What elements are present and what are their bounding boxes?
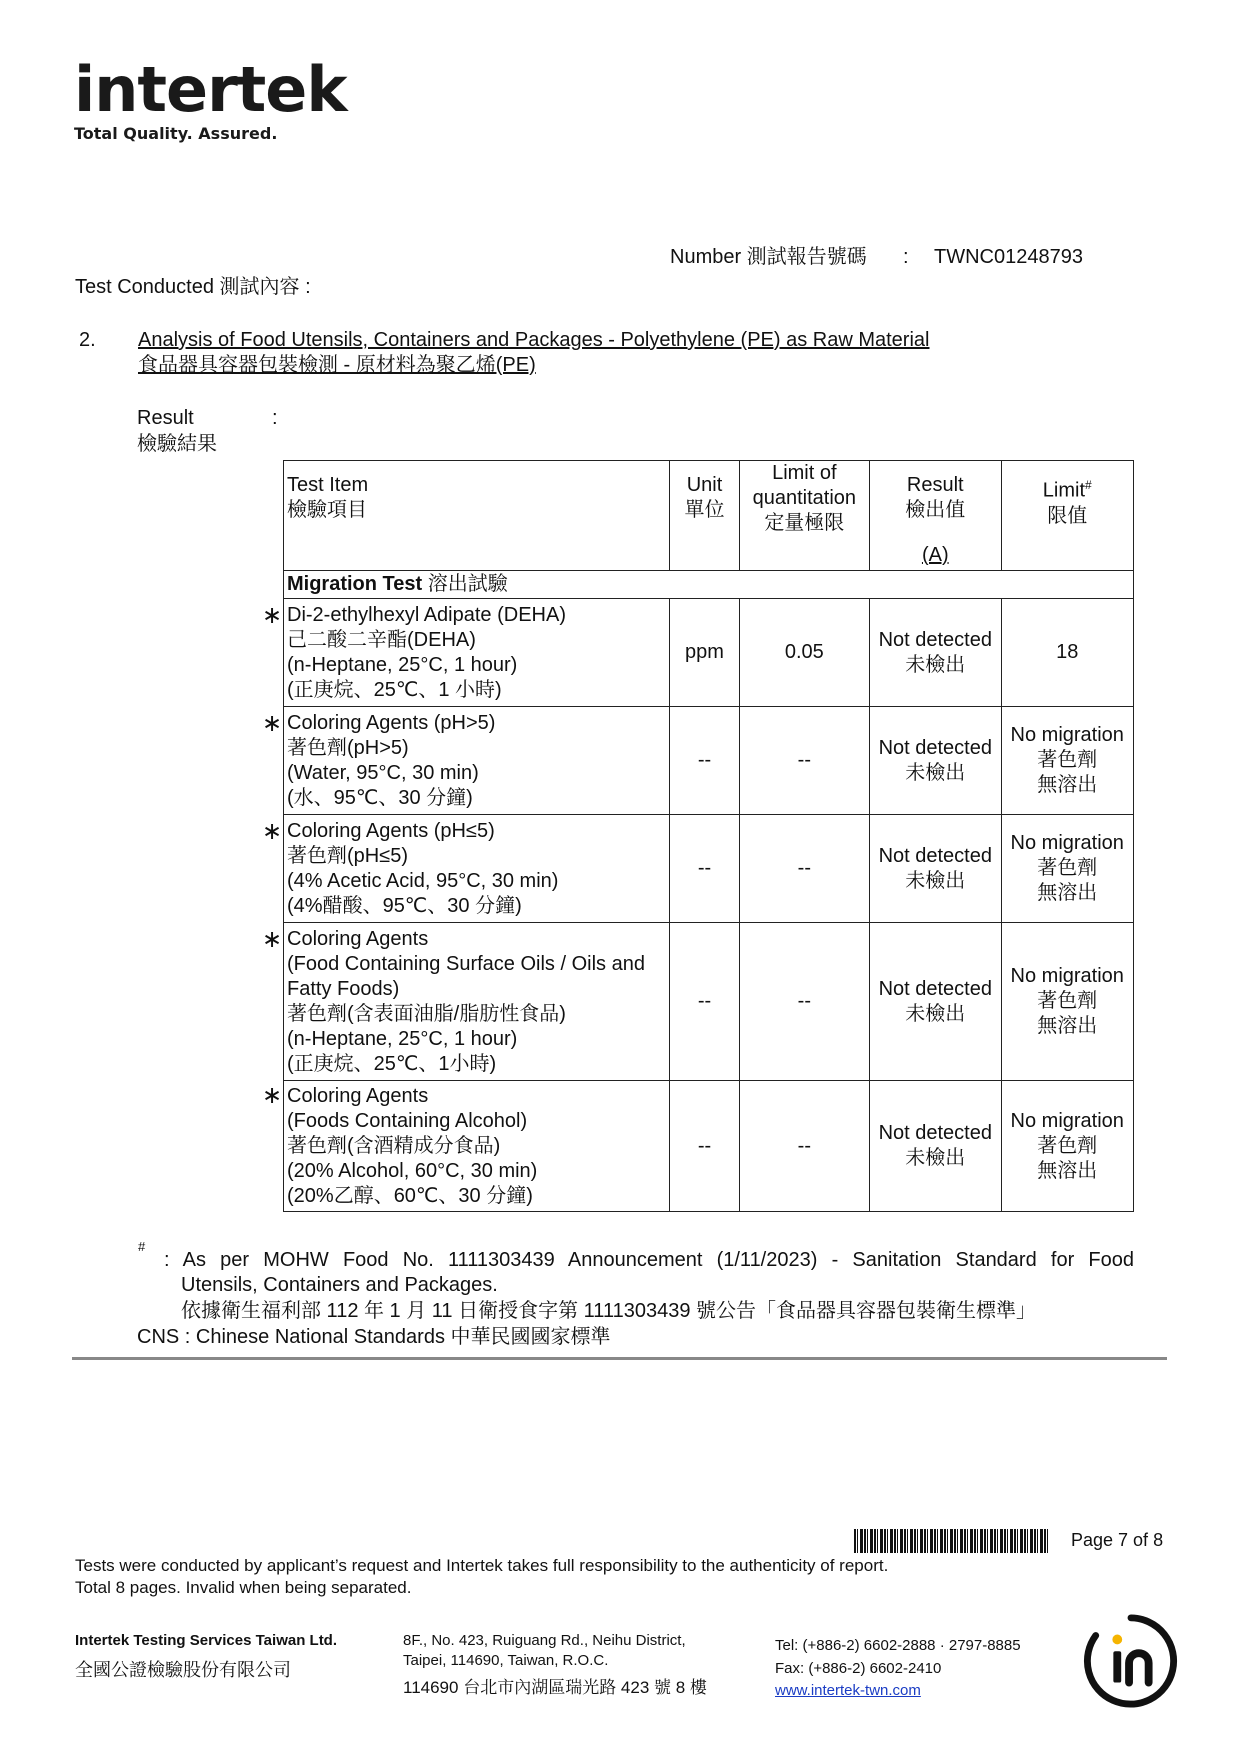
test-item-line: (Food Containing Surface Oils / Oils and <box>287 952 645 975</box>
limit-line: No migration <box>1010 1109 1124 1132</box>
result-cell <box>870 1081 1001 1212</box>
test-item-line: (4%醋酸、95℃、30 分鐘) <box>287 894 522 917</box>
test-item-line: (20%乙醇、60℃、30 分鐘) <box>287 1184 533 1207</box>
loq-cell: -- <box>739 815 869 923</box>
header-limit-en: Limit <box>1042 479 1086 502</box>
footer-tel: Tel: (+886-2) 6602-2888 · 2797-8885 <box>775 1637 1021 1654</box>
header-unit <box>670 461 739 571</box>
unit-cell: -- <box>670 815 739 923</box>
report-number-value: TWNC01248793 <box>934 246 1083 268</box>
test-item-cell <box>284 1081 670 1212</box>
header-limit-en-wrap <box>1005 473 1131 504</box>
intertek-brandmark-icon <box>1082 1612 1180 1710</box>
table-row <box>284 1081 1134 1212</box>
limit-cell <box>1001 923 1134 1081</box>
unit-cell: ppm <box>670 599 739 707</box>
header-loq-zh: 定量極限 <box>764 512 845 534</box>
header-test-item-zh: 檢驗項目 <box>287 499 367 521</box>
group-label-zh: 溶出試驗 <box>427 573 508 595</box>
test-item-line: (正庚烷、25℃、1小時) <box>287 1052 497 1075</box>
page-number: Page 7 of 8 <box>1071 1530 1164 1550</box>
header-unit-zh: 單位 <box>684 499 725 521</box>
logo-wordmark: intertek <box>74 53 347 126</box>
test-item-line: 己二酸二辛酯(DEHA) <box>287 628 476 651</box>
test-item-cell <box>284 599 670 707</box>
header-result-zh: 檢出值 <box>905 499 966 521</box>
header-result-sub: (A) <box>921 544 949 566</box>
header-limit-zh: 限值 <box>1047 504 1088 527</box>
test-item-line: 著色劑(pH>5) <box>287 736 409 759</box>
result-cell <box>870 815 1001 923</box>
table-row <box>284 815 1134 923</box>
disclaimer-line-1: Tests were conducted by applicant’s request and Intertek takes full responsibility to the authenticity of report. <box>75 1556 889 1575</box>
test-item-line: 著色劑(pH≤5) <box>287 844 408 867</box>
test-item-cell <box>284 707 670 815</box>
test-item-line: Coloring Agents <box>287 1084 429 1107</box>
section-index: 2. <box>79 329 96 351</box>
loq-cell: -- <box>739 707 869 815</box>
test-item-line: (正庚烷、25℃、1 小時) <box>287 678 502 701</box>
header-test-item <box>284 461 670 571</box>
result-label-en: Result <box>137 407 194 429</box>
unit-cell: -- <box>670 1081 739 1212</box>
loq-cell: -- <box>739 1081 869 1212</box>
address-line-2: Taipei, 114690, Taiwan, R.O.C. <box>403 1652 609 1669</box>
result-cell <box>870 599 1001 707</box>
test-item-line: Coloring Agents (pH≤5) <box>287 819 495 842</box>
limit-cell <box>1001 1081 1134 1212</box>
test-item-line: (n-Heptane, 25°C, 1 hour) <box>287 653 518 676</box>
section-title-en: Analysis of Food Utensils, Containers and Packages - Polyethylene (PE) as Raw Material <box>138 329 930 351</box>
limit-line: 無溶出 <box>1037 774 1098 796</box>
header-limit <box>1001 461 1134 571</box>
unit-cell: -- <box>670 923 739 1081</box>
group-label-en: Migration Test <box>287 573 423 595</box>
note-line-2: Utensils, Containers and Packages. <box>181 1274 498 1296</box>
address-line-zh: 114690 台北市內湖區瑞光路 423 號 8 樓 <box>403 1678 707 1697</box>
table-row <box>284 707 1134 815</box>
limit-line: 著色劑 <box>1037 1134 1098 1157</box>
company-name-en: Intertek Testing Services Taiwan Ltd. <box>75 1632 338 1649</box>
loq-cell: 0.05 <box>739 599 869 707</box>
loq-cell: -- <box>739 923 869 1081</box>
section-title-zh: 食品器具容器包裝檢測 - 原材料為聚乙烯(PE) <box>138 354 536 376</box>
test-item-line: (Water, 95°C, 30 min) <box>287 761 479 784</box>
limit-line: No migration <box>1010 724 1124 746</box>
intertek-logo <box>74 53 347 143</box>
report-barcode <box>854 1529 1050 1553</box>
group-row <box>284 571 1134 599</box>
limit-line: 著色劑 <box>1037 857 1098 879</box>
result-zh: 未檢出 <box>905 869 966 892</box>
test-item-cell <box>284 815 670 923</box>
accredited-star: ∗ <box>262 710 283 737</box>
note-line-1: : As per MOHW Food No. 1111303439 Announcement (1/11/2023) - Sanitation Standard for Food <box>164 1249 1134 1271</box>
disclaimer-line-2: Total 8 pages. Invalid when being separated. <box>75 1578 412 1597</box>
group-label <box>284 571 1134 599</box>
header-loq-2: quantitation <box>752 487 857 509</box>
result-zh: 未檢出 <box>905 1002 966 1025</box>
notes-divider <box>72 1357 1167 1360</box>
unit-cell: -- <box>670 707 739 815</box>
result-zh: 未檢出 <box>905 761 966 784</box>
header-test-item-en: Test Item <box>287 474 369 496</box>
note-hash-mark: # <box>138 1239 146 1254</box>
report-number-label: Number 測試報告號碼 <box>670 246 867 268</box>
header-unit-en: Unit <box>686 474 723 496</box>
limit-line: 無溶出 <box>1037 1159 1098 1182</box>
result-en: Not detected <box>878 844 992 867</box>
result-en: Not detected <box>878 977 992 1000</box>
limit-cell <box>1001 707 1134 815</box>
header-result-en: Result <box>906 474 964 496</box>
report-number-colon: : <box>903 246 909 268</box>
test-item-line: 著色劑(含表面油脂/脂肪性食品) <box>287 1002 566 1025</box>
limit-cell <box>1001 815 1134 923</box>
result-zh: 未檢出 <box>905 1147 966 1169</box>
test-item-line: (4% Acetic Acid, 95°C, 30 min) <box>287 869 559 892</box>
footer-website-link[interactable]: www.intertek-twn.com <box>775 1682 921 1699</box>
test-item-line: Fatty Foods) <box>287 977 400 1000</box>
accredited-star: ∗ <box>262 926 283 953</box>
result-label-zh: 檢驗結果 <box>137 433 217 455</box>
header-result <box>870 461 1001 571</box>
result-en: Not detected <box>878 1122 992 1144</box>
address-line-1: 8F., No. 423, Ruiguang Rd., Neihu District, <box>403 1632 686 1649</box>
limit-line: 無溶出 <box>1037 882 1098 904</box>
limit-line: 著色劑 <box>1037 749 1098 771</box>
limit-cell <box>1001 599 1134 707</box>
table-row <box>284 923 1134 1081</box>
result-cell <box>870 923 1001 1081</box>
limit-line: 18 <box>1056 641 1079 663</box>
test-item-cell <box>284 923 670 1081</box>
header-loq-1: Limit of <box>772 462 837 484</box>
test-item-line: (水、95℃、30 分鐘) <box>287 786 473 809</box>
result-cell <box>870 707 1001 815</box>
accredited-star: ∗ <box>262 1082 283 1109</box>
logo-tagline: Total Quality. Assured. <box>74 124 278 143</box>
test-item-line: 著色劑(含酒精成分食品) <box>287 1134 501 1157</box>
result-zh: 未檢出 <box>905 653 966 676</box>
limit-line: 無溶出 <box>1037 1015 1098 1037</box>
accredited-star: ∗ <box>262 818 283 845</box>
limit-line: No migration <box>1010 965 1124 987</box>
test-item-line: Coloring Agents <box>287 927 429 950</box>
test-item-line: Di-2-ethylhexyl Adipate (DEHA) <box>287 603 566 626</box>
limit-line: 著色劑 <box>1037 990 1098 1012</box>
result-en: Not detected <box>878 628 992 651</box>
test-conducted-label: Test Conducted 測試內容 : <box>75 276 311 298</box>
limit-line: No migration <box>1010 832 1124 854</box>
note-cns: CNS : Chinese National Standards 中華民國國家標準 <box>137 1326 611 1348</box>
table-header-row <box>284 461 1134 571</box>
test-item-line: (n-Heptane, 25°C, 1 hour) <box>287 1027 518 1050</box>
note-line-3: 依據衛生福利部 112 年 1 月 11 日衛授食字第 1111303439 號公告「食品器具容器包裝衛生標準」 <box>181 1300 1036 1322</box>
test-item-line: (Foods Containing Alcohol) <box>287 1109 528 1132</box>
test-item-line: (20% Alcohol, 60°C, 30 min) <box>287 1159 538 1182</box>
result-en: Not detected <box>878 736 992 759</box>
test-item-line: Coloring Agents (pH>5) <box>287 711 496 734</box>
footer-fax: Fax: (+886-2) 6602-2410 <box>775 1660 942 1677</box>
results-table <box>283 460 1134 1212</box>
accredited-star: ∗ <box>262 602 283 629</box>
header-loq <box>739 461 869 571</box>
header-limit-mark: # <box>1085 478 1092 492</box>
result-colon: : <box>272 407 278 429</box>
company-name-zh: 全國公證檢驗股份有限公司 <box>75 1660 291 1680</box>
table-row <box>284 599 1134 707</box>
